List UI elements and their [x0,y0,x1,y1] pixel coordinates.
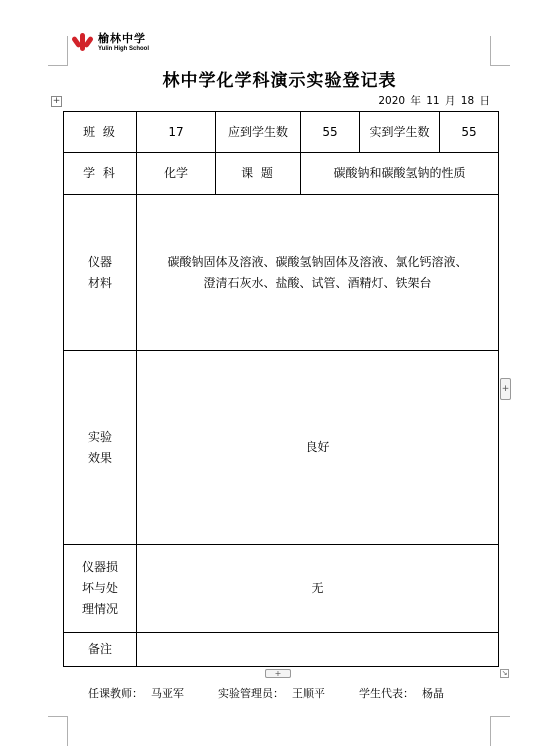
expected-students-label: 应到学生数 [216,112,301,153]
crop-mark-bottom-right [490,716,510,746]
logo-chinese-name: 榆林中学 [98,31,146,45]
effect-value[interactable]: 良好 [137,351,499,545]
table-row-remarks [64,633,499,667]
topic-label: 课 题 [216,153,301,195]
class-label: 班 级 [64,112,137,153]
teacher-name: 马亚军 [151,687,184,700]
record-date: 2020 年 11 月 18 日 [378,95,490,107]
subject-label: 学 科 [64,153,137,195]
remarks-value[interactable] [137,633,499,667]
lab-manager-label: 实验管理员： [218,687,284,700]
table-row-class [64,112,499,153]
damage-value[interactable]: 无 [137,545,499,633]
document-title: 林中学化学科演示实验登记表 [162,71,397,91]
table-row-subject [64,153,499,195]
materials-label-line1: 仪器 [87,254,112,269]
student-rep-label: 学生代表： [359,687,414,700]
subject-value[interactable]: 化学 [137,153,216,195]
class-value[interactable]: 17 [137,112,216,153]
materials-value-line1: 碳酸钠固体及溶液、碳酸氢钠固体及溶液、氯化钙溶液、 [167,254,468,269]
table-row-materials [64,195,499,351]
crop-mark-bottom-left [48,716,68,746]
crop-mark-top-left [48,36,68,66]
topic-value[interactable]: 碳酸钠和碳酸氢钠的性质 [301,153,499,195]
materials-label-line2: 材料 [87,275,112,290]
effect-label-line1: 实验 [87,429,112,444]
crop-mark-top-right [490,36,510,66]
teacher-label: 任课教师： [88,687,143,700]
table-row-damage [64,545,499,633]
logo-english-name: Yulin High School [98,45,149,52]
materials-label [64,195,137,351]
add-row-handle-icon[interactable]: + [265,669,291,678]
materials-value-line2: 澄清石灰水、盐酸、试管、酒精灯、铁架台 [203,275,432,290]
logo-mark-icon [72,31,94,53]
effect-label [64,351,137,545]
school-logo [72,30,149,54]
remarks-label: 备注 [64,633,137,667]
effect-label-line2: 效果 [87,450,112,465]
table-resize-handle-icon[interactable]: ↘ [501,669,508,677]
signature-footer [88,685,444,701]
actual-students-value[interactable]: 55 [440,112,499,153]
damage-label [64,545,137,633]
expected-students-value[interactable]: 55 [301,112,360,153]
student-rep-name: 杨晶 [422,687,444,700]
table-move-handle-icon[interactable]: + [52,96,61,106]
table-row-effect [64,351,499,545]
damage-label-line3: 理情况 [81,602,118,616]
damage-label-line2: 坏与处 [81,581,118,595]
registration-table [63,111,499,667]
materials-value[interactable] [137,195,499,351]
damage-label-line1: 仪器损 [81,560,118,574]
lab-manager-name: 王顺平 [292,687,325,700]
actual-students-label: 实到学生数 [360,112,440,153]
add-column-handle-icon[interactable]: + [500,378,511,400]
